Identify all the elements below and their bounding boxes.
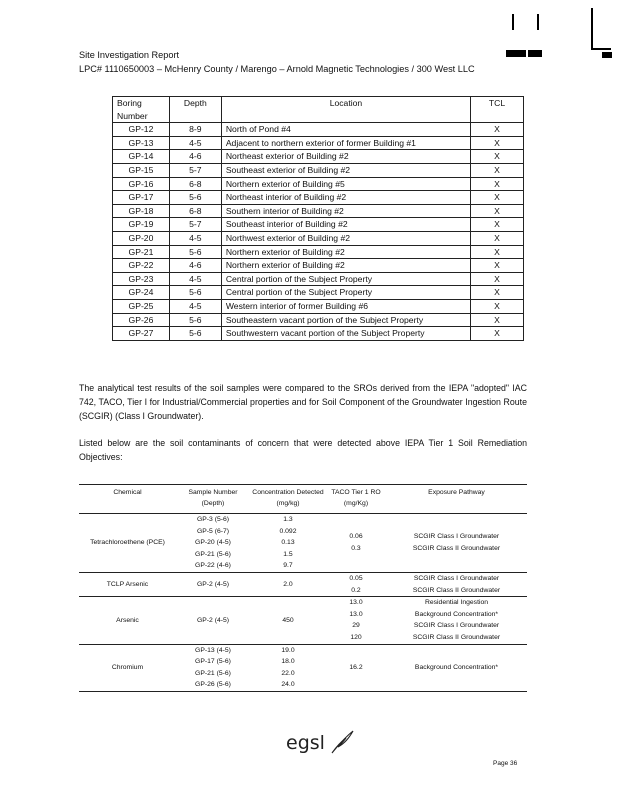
col-exposure-pathway: Exposure Pathway bbox=[386, 485, 527, 514]
pathway-value: SCGIR Class II Groundwater bbox=[412, 544, 501, 552]
boring-number: GP-16 bbox=[113, 177, 170, 191]
location-value: North of Pond #4 bbox=[221, 123, 470, 137]
boring-row bbox=[113, 218, 524, 232]
report-subtitle: LPC# 1110650003 – McHenry County / Marengo – Arnold Magnetic Technologies / 300 West LLC bbox=[79, 64, 475, 74]
pathway-value: SCGIR Class II Groundwater bbox=[412, 586, 501, 594]
boring-row bbox=[113, 259, 524, 273]
concentration-value: 2.0 bbox=[250, 572, 326, 596]
pathway-list bbox=[386, 572, 527, 596]
boring-table bbox=[112, 96, 524, 341]
tcl-value: X bbox=[471, 313, 524, 327]
boring-number: GP-26 bbox=[113, 313, 170, 327]
boring-row bbox=[113, 123, 524, 137]
concentration-value: 1.3 bbox=[283, 516, 293, 523]
sample-value: GP-22 (4-6) bbox=[195, 562, 231, 570]
taco-list bbox=[326, 597, 386, 644]
boring-number: GP-19 bbox=[113, 218, 170, 232]
taco-value: 0.06 bbox=[349, 533, 363, 541]
boring-row bbox=[113, 327, 524, 341]
pathway-list bbox=[386, 597, 527, 644]
boring-row bbox=[113, 299, 524, 313]
boring-number: GP-15 bbox=[113, 163, 170, 177]
location-value: Northern exterior of Building #2 bbox=[221, 245, 470, 259]
boring-number: GP-25 bbox=[113, 299, 170, 313]
depth-value: 5-6 bbox=[169, 245, 221, 259]
taco-value: 13.0 bbox=[349, 599, 363, 607]
boring-number: GP-17 bbox=[113, 191, 170, 205]
depth-value: 5-7 bbox=[169, 218, 221, 232]
boring-number: GP-22 bbox=[113, 259, 170, 273]
row-tclp-arsenic bbox=[79, 572, 527, 596]
sample-value: GP-13 (4-5) bbox=[195, 646, 231, 654]
tcl-value: X bbox=[471, 163, 524, 177]
sample-list bbox=[176, 514, 250, 573]
chemical-name: Tetrachloroethene (PCE) bbox=[79, 514, 176, 573]
concentration-list bbox=[250, 644, 326, 691]
location-value: Northeast interior of Building #2 bbox=[221, 191, 470, 205]
feather-icon bbox=[329, 729, 355, 755]
tcl-value: X bbox=[471, 245, 524, 259]
sample-value: GP-21 (5-6) bbox=[195, 669, 231, 677]
depth-value: 4-5 bbox=[169, 272, 221, 286]
tcl-value: X bbox=[471, 123, 524, 137]
boring-row bbox=[113, 191, 524, 205]
depth-value: 5-6 bbox=[169, 313, 221, 327]
pathway-value: SCGIR Class I Groundwater bbox=[413, 622, 500, 630]
sample-value: GP-17 (5-6) bbox=[195, 658, 231, 666]
row-chromium bbox=[79, 644, 527, 691]
contaminant-table-header bbox=[79, 485, 527, 514]
boring-row bbox=[113, 136, 524, 150]
col-chemical: Chemical bbox=[79, 485, 176, 514]
location-value: Central portion of the Subject Property bbox=[221, 272, 470, 286]
tcl-value: X bbox=[471, 218, 524, 232]
pathway-value: Background Concentration* bbox=[386, 644, 527, 691]
concentration-value: 22.0 bbox=[281, 669, 295, 677]
tcl-value: X bbox=[471, 191, 524, 205]
boring-row bbox=[113, 245, 524, 259]
tcl-value: X bbox=[471, 204, 524, 218]
concentration-value: 1.5 bbox=[283, 550, 293, 558]
chemical-name: Chromium bbox=[79, 644, 176, 691]
concentration-value: 18.0 bbox=[281, 658, 295, 666]
concentration-value: 19.0 bbox=[281, 646, 295, 654]
location-value: Southeast exterior of Building #2 bbox=[221, 163, 470, 177]
chemical-name: Arsenic bbox=[79, 597, 176, 644]
col-tcl: TCL bbox=[471, 97, 524, 123]
location-value: Southwestern vacant portion of the Subject Property bbox=[221, 327, 470, 341]
boring-row bbox=[113, 272, 524, 286]
col-concentration: Concentration Detected (mg/kg) bbox=[250, 485, 326, 514]
location-value: Northwest exterior of Building #2 bbox=[221, 231, 470, 245]
pathway-list bbox=[386, 514, 527, 573]
taco-value: 0.2 bbox=[351, 586, 361, 594]
contaminant-table bbox=[79, 484, 527, 692]
pathway-value: SCGIR Class II Groundwater bbox=[412, 633, 501, 641]
depth-value: 4-5 bbox=[169, 136, 221, 150]
sample-value: GP-20 (4-5) bbox=[195, 539, 231, 547]
col-boring-number: Boring Number bbox=[113, 97, 170, 123]
sample-value: GP-2 (4-5) bbox=[176, 572, 250, 596]
pathway-value: SCGIR Class I Groundwater bbox=[413, 574, 500, 582]
tcl-value: X bbox=[471, 299, 524, 313]
taco-list bbox=[326, 572, 386, 596]
col-taco-tier1: TACO Tier 1 RO (mg/Kg) bbox=[326, 485, 386, 514]
boring-number: GP-13 bbox=[113, 136, 170, 150]
tcl-value: X bbox=[471, 327, 524, 341]
page-number: Page 36 bbox=[493, 760, 518, 767]
tcl-value: X bbox=[471, 286, 524, 300]
taco-list bbox=[326, 514, 386, 573]
sample-value: GP-2 (4-5) bbox=[176, 597, 250, 644]
tcl-value: X bbox=[471, 136, 524, 150]
tcl-value: X bbox=[471, 150, 524, 164]
report-title: Site Investigation Report bbox=[79, 50, 180, 60]
location-value: Northern exterior of Building #2 bbox=[221, 259, 470, 273]
location-value: Adjacent to northern exterior of former Building #1 bbox=[221, 136, 470, 150]
boring-row bbox=[113, 177, 524, 191]
taco-value: 13.0 bbox=[349, 610, 363, 618]
pathway-value: Residential Ingestion bbox=[424, 599, 489, 607]
sample-value: GP-3 (5-6) bbox=[196, 516, 230, 523]
logo-text: egsl bbox=[286, 732, 325, 754]
location-value: Southeastern vacant portion of the Subject Property bbox=[221, 313, 470, 327]
depth-value: 8-9 bbox=[169, 123, 221, 137]
boring-number: GP-23 bbox=[113, 272, 170, 286]
depth-value: 5-6 bbox=[169, 286, 221, 300]
location-value: Northeast exterior of Building #2 bbox=[221, 150, 470, 164]
col-depth: Depth bbox=[169, 97, 221, 123]
depth-value: 4-5 bbox=[169, 231, 221, 245]
taco-value: 0.3 bbox=[351, 544, 361, 552]
boring-number: GP-18 bbox=[113, 204, 170, 218]
boring-number: GP-20 bbox=[113, 231, 170, 245]
taco-value: 16.2 bbox=[326, 644, 386, 691]
depth-value: 5-6 bbox=[169, 327, 221, 341]
boring-row bbox=[113, 204, 524, 218]
boring-row bbox=[113, 313, 524, 327]
concentration-list bbox=[250, 514, 326, 573]
tcl-value: X bbox=[471, 177, 524, 191]
location-value: Southern interior of Building #2 bbox=[221, 204, 470, 218]
pathway-value: Background Concentration* bbox=[414, 610, 499, 618]
depth-value: 4-6 bbox=[169, 150, 221, 164]
concentration-value: 9.7 bbox=[283, 562, 293, 570]
boring-number: GP-27 bbox=[113, 327, 170, 341]
tcl-value: X bbox=[471, 231, 524, 245]
col-location: Location bbox=[221, 97, 470, 123]
taco-value: 0.05 bbox=[349, 574, 363, 582]
boring-row bbox=[113, 286, 524, 300]
concentration-value: 0.13 bbox=[281, 539, 295, 547]
depth-value: 6-8 bbox=[169, 177, 221, 191]
boring-table-header bbox=[113, 97, 524, 123]
tcl-value: X bbox=[471, 259, 524, 273]
boring-number: GP-12 bbox=[113, 123, 170, 137]
row-arsenic bbox=[79, 597, 527, 644]
depth-value: 6-8 bbox=[169, 204, 221, 218]
egsl-logo bbox=[286, 729, 355, 755]
tcl-value: X bbox=[471, 272, 524, 286]
pathway-value: SCGIR Class I Groundwater bbox=[413, 533, 500, 541]
sample-value: GP-5 (6-7) bbox=[196, 527, 230, 535]
location-value: Central portion of the Subject Property bbox=[221, 286, 470, 300]
chemical-name: TCLP Arsenic bbox=[79, 572, 176, 596]
boring-number: GP-21 bbox=[113, 245, 170, 259]
depth-value: 4-6 bbox=[169, 259, 221, 273]
paragraph-analytical-results: The analytical test results of the soil samples were compared to the SROs derived from the IEPA "adopted" IAC 742, TACO, Tier I for Industrial/Commercial properties and for Soil Component of the Groundwater Ingestion Route (SCGIR) (Class I Groundwater). bbox=[79, 383, 527, 421]
paragraph-contaminants-intro: Listed below are the soil contaminants of concern that were detected above IEPA Tier 1 Soil Remediation Objectives: bbox=[79, 438, 527, 462]
boring-number: GP-14 bbox=[113, 150, 170, 164]
taco-value: 120 bbox=[350, 633, 362, 641]
sample-value: GP-26 (5-6) bbox=[195, 681, 231, 689]
depth-value: 5-6 bbox=[169, 191, 221, 205]
col-sample-number: Sample Number (Depth) bbox=[176, 485, 250, 514]
sample-list bbox=[176, 644, 250, 691]
depth-value: 4-5 bbox=[169, 299, 221, 313]
boring-row bbox=[113, 163, 524, 177]
concentration-value: 0.092 bbox=[279, 527, 297, 535]
depth-value: 5-7 bbox=[169, 163, 221, 177]
row-pce bbox=[79, 514, 527, 573]
concentration-value: 450 bbox=[250, 597, 326, 644]
boring-row bbox=[113, 231, 524, 245]
location-value: Northern exterior of Building #5 bbox=[221, 177, 470, 191]
location-value: Southeast interior of Building #2 bbox=[221, 218, 470, 232]
taco-value: 29 bbox=[352, 622, 360, 630]
concentration-value: 24.0 bbox=[281, 681, 295, 689]
sample-value: GP-21 (5-6) bbox=[195, 550, 231, 558]
scan-registration-marks bbox=[496, 8, 618, 68]
boring-number: GP-24 bbox=[113, 286, 170, 300]
boring-row bbox=[113, 150, 524, 164]
location-value: Western interior of former Building #6 bbox=[221, 299, 470, 313]
